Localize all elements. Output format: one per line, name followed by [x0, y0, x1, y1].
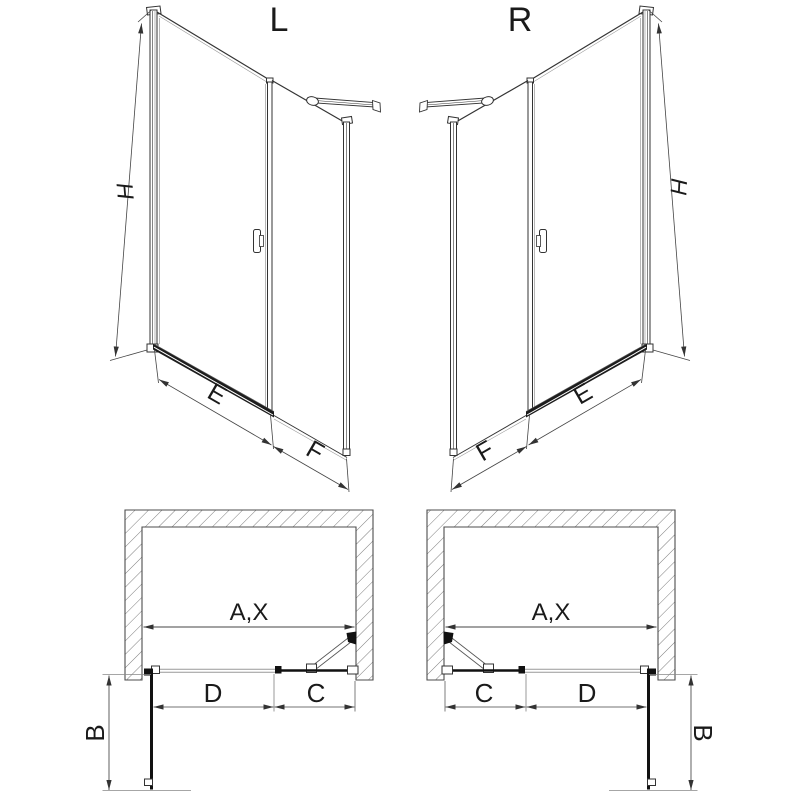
label-height-right: H: [665, 177, 693, 196]
label-height-left: H: [111, 182, 139, 202]
elevation-right: [420, 6, 691, 492]
wall-hatched-left: [125, 510, 373, 680]
label-door-swing-right: B: [688, 724, 718, 742]
label-door-width-left: E: [202, 377, 232, 411]
label-door-section-right: D: [577, 678, 597, 708]
label-fixed-section-left: C: [306, 678, 326, 708]
label-opening-width-right: A,X: [531, 599, 571, 626]
label-fixed-width-left: F: [301, 435, 329, 468]
label-opening-width-left: A,X: [229, 599, 269, 626]
label-door-swing-left: B: [80, 724, 110, 742]
label-fixed-width-right: F: [471, 435, 499, 468]
label-variant-left: L: [269, 1, 289, 39]
label-door-width-right: E: [568, 377, 598, 411]
label-variant-right: R: [507, 1, 533, 39]
wall-hatched-right: [427, 510, 675, 680]
label-door-section-left: D: [203, 678, 223, 708]
label-fixed-section-right: C: [474, 678, 494, 708]
elevation-left: [110, 6, 381, 492]
